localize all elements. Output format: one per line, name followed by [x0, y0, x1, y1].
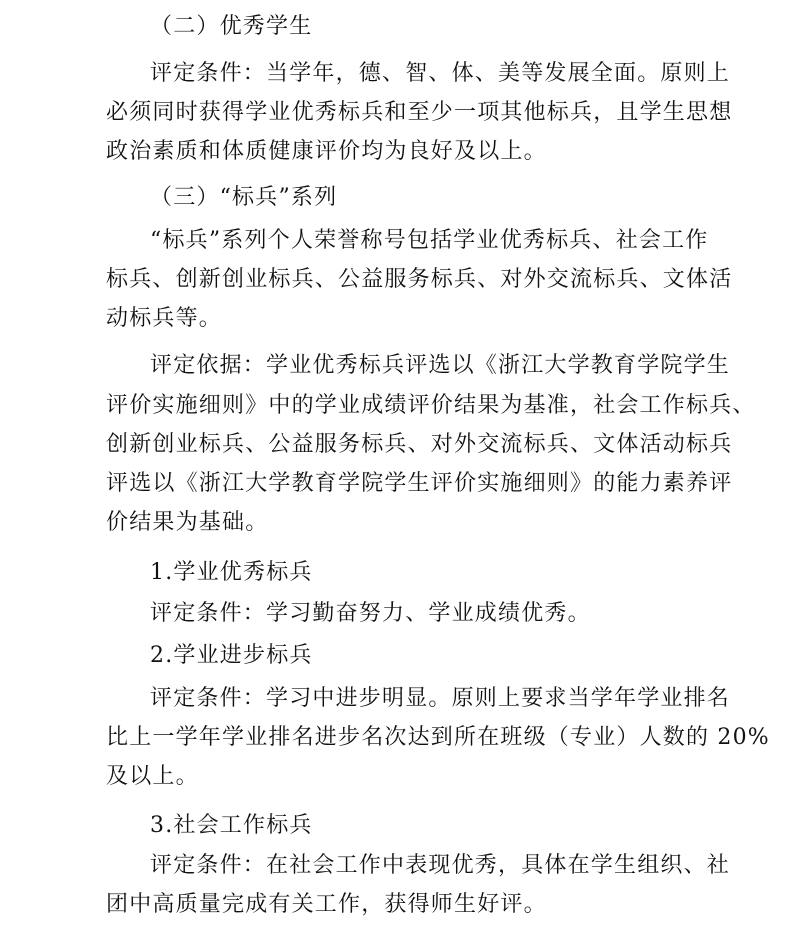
paragraph-line: 及以上。: [106, 764, 199, 789]
paragraph-line: 评定条件：当学年，德、智、体、美等发展全面。原则上: [150, 61, 731, 86]
paragraph-line: 标兵、创新创业标兵、公益服务标兵、对外交流标兵、文体活: [106, 267, 733, 292]
paragraph-line: “标兵”系列个人荣誉称号包括学业优秀标兵、社会工作: [150, 228, 709, 253]
paragraph-line: 评选以《浙江大学教育学院学生评价实施细则》的能力素养评: [106, 471, 733, 496]
paragraph-line: 评定条件：学习勤奋努力、学业成绩优秀。: [150, 601, 591, 626]
paragraph-line: 必须同时获得学业优秀标兵和至少一项其他标兵，且学生思想: [106, 100, 733, 125]
subheading-academic-progress: 2.学业进步标兵: [150, 643, 313, 668]
paragraph-line: 团中高质量完成有关工作，获得师生好评。: [106, 892, 547, 917]
section-heading-model-series: （三）“标兵”系列: [150, 185, 338, 210]
paragraph-line: 动标兵等。: [106, 306, 223, 331]
section-heading-outstanding-students: （二）优秀学生: [150, 14, 313, 39]
paragraph-line: 评价实施细则》中的学业成绩评价结果为基准，社会工作标兵、: [106, 393, 756, 418]
paragraph-line: 政治素质和体质健康评价均为良好及以上。: [106, 139, 547, 164]
paragraph-line: 评定依据：学业优秀标兵评选以《浙江大学教育学院学生: [150, 353, 731, 378]
subheading-social-work: 3.社会工作标兵: [150, 813, 313, 838]
paragraph-line: 评定条件：在社会工作中表现优秀，具体在学生组织、社: [150, 853, 731, 878]
paragraph-line: 创新创业标兵、公益服务标兵、对外交流标兵、文体活动标兵: [106, 432, 733, 457]
paragraph-line: 评定条件：学习中进步明显。原则上要求当学年学业排名: [150, 686, 731, 711]
paragraph-line: 比上一学年学业排名进步名次达到所在班级（专业）人数的 20%: [106, 725, 770, 750]
subheading-academic-excellence: 1.学业优秀标兵: [150, 560, 313, 585]
paragraph-line: 价结果为基础。: [106, 510, 269, 535]
